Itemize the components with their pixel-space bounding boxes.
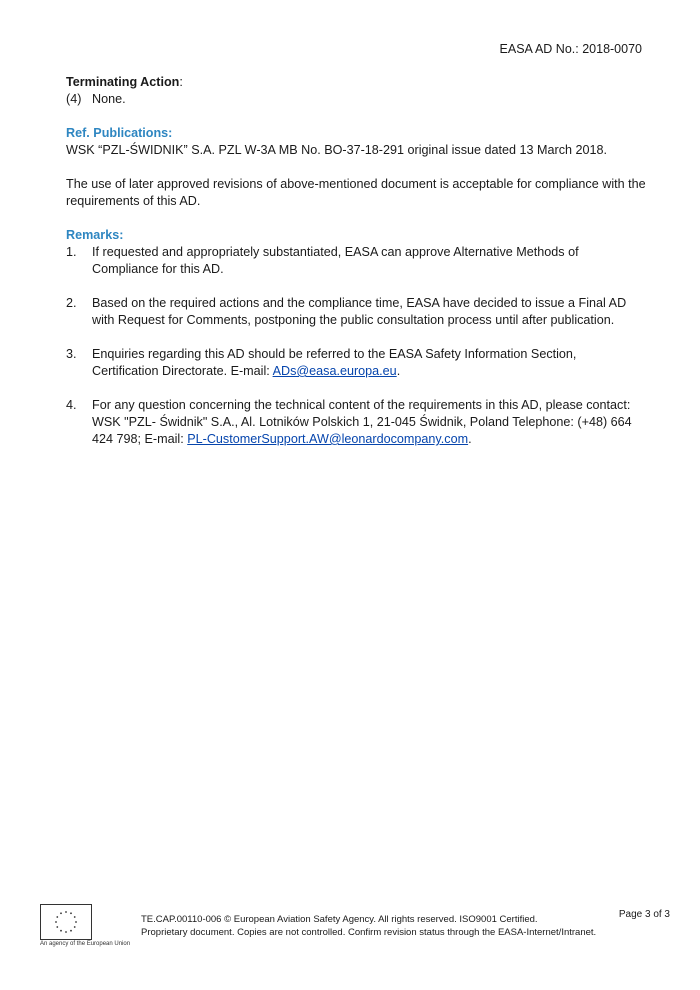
remark-item bbox=[66, 295, 646, 329]
eu-flag-logo bbox=[40, 904, 92, 940]
terminating-action-text: None. bbox=[92, 92, 126, 106]
remark-item bbox=[66, 244, 646, 278]
remark-item bbox=[66, 397, 646, 448]
remark-item bbox=[66, 346, 646, 380]
remark-text bbox=[92, 397, 646, 448]
customer-support-email-link[interactable]: PL-CustomerSupport.AW@leonardocompany.com bbox=[187, 432, 469, 446]
remark-num: 1. bbox=[66, 245, 77, 259]
ref-publications-line: WSK “PZL-ŚWIDNIK” S.A. PZL W-3A MB No. BO-37-18-291 original issue dated 13 March 2018. bbox=[66, 143, 608, 157]
page-number: Page 3 of 3 bbox=[618, 909, 670, 920]
logo-caption: An agency of the European Union bbox=[40, 941, 131, 947]
remark-num: 3. bbox=[66, 347, 77, 361]
terminating-action-colon: : bbox=[179, 75, 183, 89]
terminating-action-title: Terminating Action bbox=[66, 75, 180, 89]
footer-line-1: TE.CAP.00110-006 © European Aviation Safety Agency. All rights reserved. ISO9001 Certified. bbox=[141, 914, 538, 925]
remark-text-after: . bbox=[396, 364, 401, 378]
easa-email-link[interactable]: ADs@easa.europa.eu bbox=[272, 364, 397, 378]
footer-text bbox=[141, 913, 596, 939]
remark-num: 2. bbox=[66, 296, 77, 310]
terminating-action-item bbox=[66, 91, 646, 108]
remark-text-before: For any question concerning the technical content of the requirements in this AD, please contact: WSK "PZL- Świdnik" S.A., Al. Lotników Polskich 1, 21-045 Świdnik, Poland Telephone: (+48) 664 424 798; E-mail: bbox=[92, 398, 632, 446]
remark-text: Based on the required actions and the compliance time, EASA have decided to issue a Final AD with Request for Comments, postponing the public consultation process until after publication. bbox=[92, 296, 627, 327]
remarks-heading: Remarks: bbox=[66, 228, 124, 242]
remark-text: If requested and appropriately substantiated, EASA can approve Alternative Methods of Compliance for this AD. bbox=[92, 245, 579, 276]
ref-publications-note: The use of later approved revisions of above-mentioned document is acceptable for compliance with the requirements of this AD. bbox=[66, 177, 646, 208]
eu-stars-icon bbox=[48, 908, 84, 936]
terminating-action-num: (4) bbox=[66, 92, 82, 106]
remark-text-after: . bbox=[468, 432, 472, 446]
remark-num: 4. bbox=[66, 398, 77, 412]
remark-text bbox=[92, 346, 646, 380]
terminating-action-heading bbox=[66, 74, 646, 91]
footer-line-2: Proprietary document. Copies are not controlled. Confirm revision status through the EASA-Internet/Intranet. bbox=[141, 927, 597, 938]
document-body bbox=[66, 74, 646, 448]
ad-number: EASA AD No.: 2018-0070 bbox=[499, 42, 642, 56]
ref-publications-heading: Ref. Publications: bbox=[66, 126, 173, 140]
remark-text-before: Enquiries regarding this AD should be referred to the EASA Safety Information Section, Certification Directorate. E-mail: bbox=[92, 347, 577, 378]
